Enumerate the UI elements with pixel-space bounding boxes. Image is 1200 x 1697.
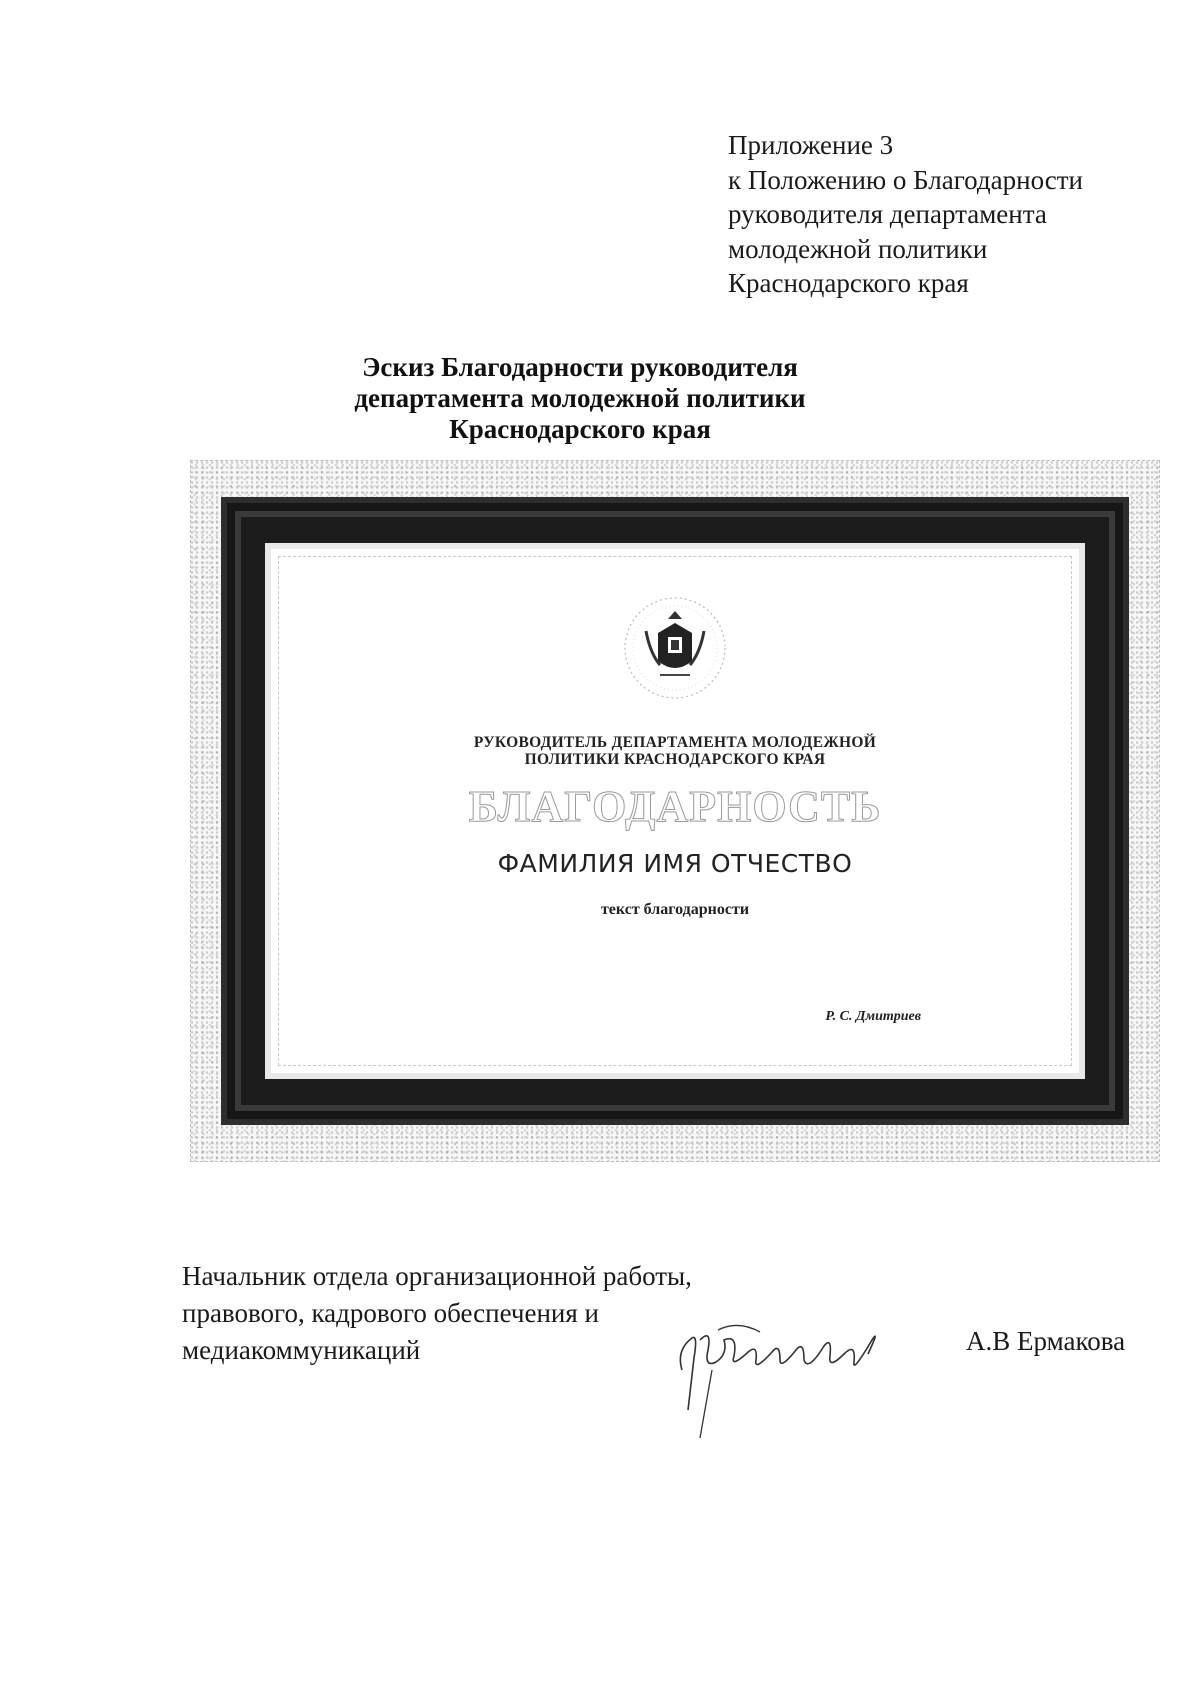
- certificate-inner-panel: [265, 543, 1085, 1079]
- coat-of-arms-emblem: [620, 593, 730, 703]
- appendix-line: к Положению о Благодарности: [728, 164, 1083, 195]
- certificate-sketch: [190, 460, 1160, 1162]
- appendix-note: [728, 128, 1168, 301]
- appendix-line: Краснодарского края: [728, 268, 969, 298]
- gratitude-text: текст благодарности: [600, 901, 750, 918]
- org-line: ПОЛИТИКИ КРАСНОДАРСКОГО КРАЯ: [524, 751, 826, 768]
- title-line: департамента молодежной политики: [354, 383, 806, 413]
- appendix-line: руководителя департамента: [728, 199, 1047, 229]
- appendix-line: Приложение 3: [728, 130, 894, 160]
- title-line: Эскиз Благодарности руководителя: [362, 352, 798, 382]
- certificate-heading: БЛАГОДАРНОСТЬ: [468, 782, 882, 831]
- handwritten-signature: [668, 1310, 900, 1450]
- certificate-organization: [271, 734, 1079, 768]
- position-line: медиакоммуникаций: [182, 1335, 421, 1365]
- certificate-signer: Р. С. Дмитриев: [825, 1009, 921, 1024]
- org-line: РУКОВОДИТЕЛЬ ДЕПАРТАМЕНТА МОЛОДЕЖНОЙ: [473, 734, 877, 751]
- title-line: Краснодарского края: [449, 414, 711, 444]
- document-title: [250, 352, 910, 445]
- recipient-name: ФАМИЛИЯ ИМЯ ОТЧЕСТВО: [497, 849, 853, 878]
- position-line: правового, кадрового обеспечения и: [182, 1298, 599, 1328]
- signer-name: А.В Ермакова: [966, 1326, 1126, 1356]
- position-line: Начальник отдела организационной работы,: [182, 1261, 692, 1291]
- appendix-line: молодежной политики: [728, 233, 988, 264]
